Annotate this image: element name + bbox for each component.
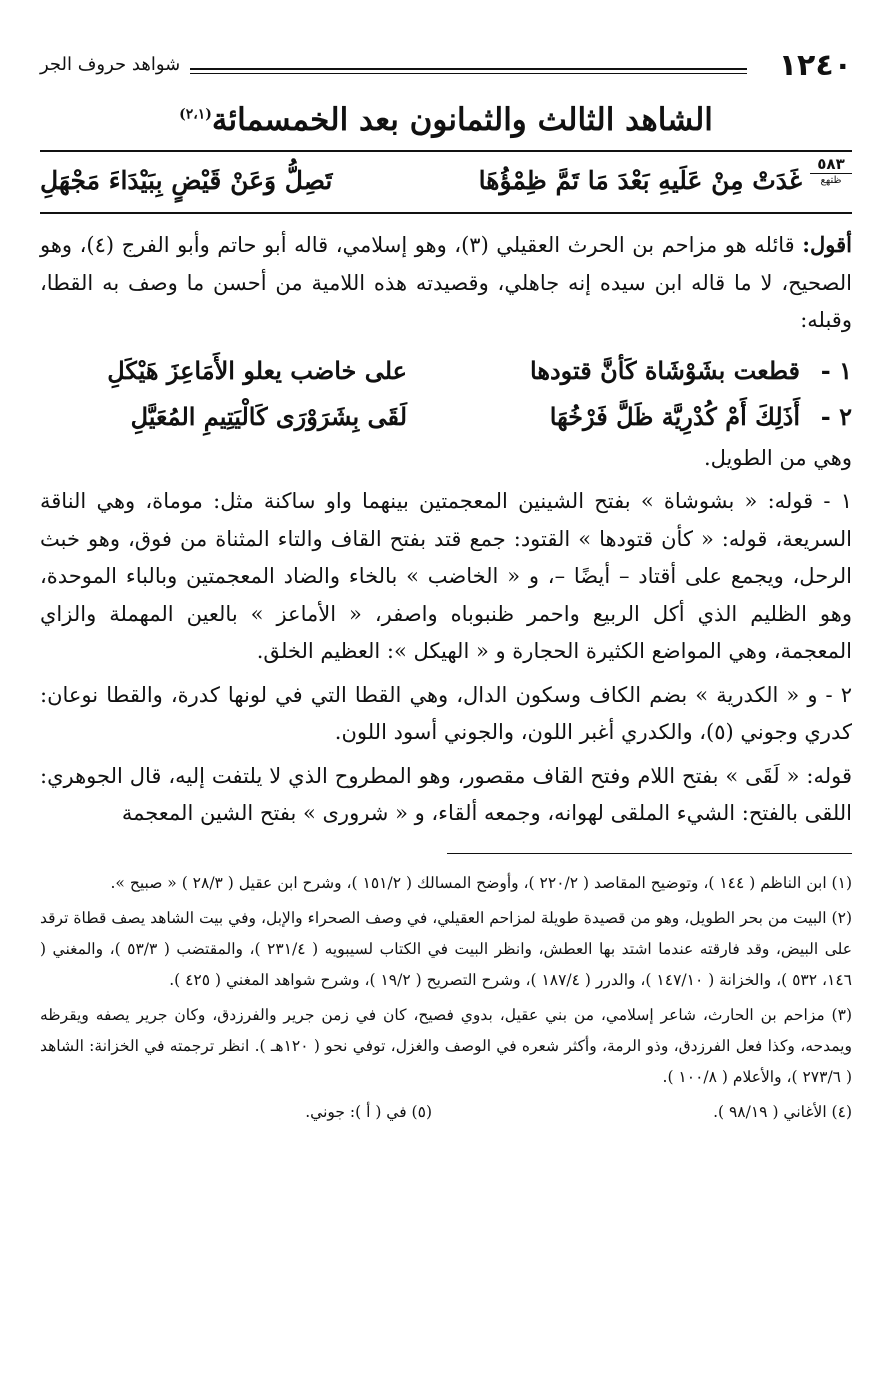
paragraph-lead: أقول: xyxy=(802,232,852,257)
first-hemistich: غَدَتْ مِنْ عَلَيهِ بَعْدَ مَا تَمَّ ظِمْؤُهَا xyxy=(478,166,802,195)
footnote-2: (٢) البيت من بحر الطويل، وهو من قصيدة طويلة لمزاحم العقيلي، في وصف الصحراء والإبل، وفي بيت الشاهد يصف قطاة ترقد على البيض، وقد فارقته عندما اشتد بها العطش، وانظر البيت في الكتاب لسيبويه ( ٢٣١/٤ )، والمقتضب ( ٥٣/٣ )، والمغني ( ١٤٦، ٥٣٢ )، والخزانة ( ١٤٧/١٠ )، والدرر ( ١٨٧/٤ )، وشرح التصريح ( ١٩/٢ )، وشرح شواهد المغني ( ٤٢٥ ). xyxy=(40,908,852,989)
second-hemistich: تَصِلُّ وَعَنْ قَيْضٍ بِبَيْدَاءَ مَجْهَلِ xyxy=(40,166,333,195)
footnote-1: (١) ابن الناظم ( ١٤٤ )، وتوضيح المقاصد ( ٢٢٠/٢ )، وأوضح المسالك ( ١٥١/٢ )، وشرح ابن عقيل ( ٢٨/٣ ) « صبيح ». xyxy=(110,873,852,892)
page xyxy=(40,48,852,1128)
page-number: ١٢٤٠ xyxy=(778,48,852,83)
poem-second-half: على خاضب يعلو الأَمَاعِزَ هَيْكَلِ xyxy=(107,355,407,385)
poem-first-half: قطعت بشَوْشَاة كَأنَّ قتودها xyxy=(530,355,800,385)
poem-second-half: لَقَى بِشَرَوْرَى كَالْيَتِيمِ المُعَيَّلِ xyxy=(130,401,407,431)
running-header xyxy=(40,48,852,92)
chapter-title xyxy=(40,102,852,138)
paragraph-gloss-3: قوله: « لَقَى » بفتح اللام وفتح القاف مقصور، وهو المطروح الذي لا يلتفت إليه، قال الجوهري: اللقى بالفتح: الشيء الملقى لهوانه، وجمعه ألقاء، و « شرورى » بفتح الشين المعجمة xyxy=(40,763,852,825)
header-rule xyxy=(190,68,747,74)
footnote-rule xyxy=(447,853,852,854)
paragraph-gloss-1: ١ - قوله: « بشوشاة » بفتح الشينين المعجمتين بينهما واو ساكنة مثل: موماة، وهي الناقة السريعة، قوله: « كأن قتودها » القتود: جمع قتد بفتح القاف والتاء المثناة من فوق، وهو خبث الرحل، ويجمع على أقتاد – أيضًا –، و « الخاضب » بالخاء والضاد المعجمتين وبالباء الموحدة، وهو الظليم الذي أكل الربيع واحمر ظنبوباه واصفر، « الأماعز » بالعين المهملة والزاي المعجمة، وهي المواضع الكثيرة الحجارة و « الهيكل »: العظيم الخلق. xyxy=(40,489,852,663)
paragraph-gloss-2: ٢ - و « الكدرية » بضم الكاف وسكون الدال، وهي القطا التي في لونها كدرة، والقطا نوعان: كدري وجوني (٥)، والكدري أغبر اللون، والجوني أسود اللون. xyxy=(40,682,852,744)
footnote-pair xyxy=(40,1097,852,1128)
commentary xyxy=(40,226,852,833)
poem-first-half: أَذَلِكَ أَمْ كُدْرِيَّة ظَلَّ فَرْخُهَا xyxy=(549,401,800,431)
paragraph-intro-text: قائله هو مزاحم بن الحرث العقيلي (٣)، وهو إسلامي، قاله أبو حاتم وأبو الفرج (٤)، وهو الصحيح، لا ما قاله ابن سيده إنه جاهلي، وقصيدته هذه اللامية من أحسن ما وصف به القطا، وقبله: xyxy=(40,233,852,332)
verse-number-value: ٥٨٣ xyxy=(810,156,852,174)
meter-note: وهي من الطويل. xyxy=(703,445,852,470)
footnote-3: (٣) مزاحم بن الحارث، شاعر إسلامي، من بني عقيل، بدوي فصيح، كان في زمن جرير والفرزدق، وكان جرير يصفه ويقرظه ويمدحه، وكذا فعل الفرزدق، وذو الرمة، وأكثر شعره في الوصف والغزل، توفي نحو ( ١٢٠هـ ). انظر ترجمته في الخزانة: الشاهد ( ٢٧٣/٦ )، والأعلام ( ١٠٠/٨ ). xyxy=(40,1005,852,1086)
footnote-5: (٥) في ( أ ): جوني. xyxy=(305,1102,432,1121)
poem-line-number: ١ - xyxy=(820,355,852,385)
poem-line-number: ٢ - xyxy=(820,401,852,431)
paragraph-intro xyxy=(40,226,852,340)
chapter-title-note: (٢،١) xyxy=(179,106,212,123)
poem-line xyxy=(40,392,852,438)
poem-line xyxy=(40,346,852,392)
witness-verse xyxy=(40,150,852,214)
footnotes xyxy=(40,868,852,1128)
book-title: شواهد حروف الجر xyxy=(40,54,181,75)
chapter-title-text: الشاهد الثالث والثمانون بعد الخمسمائة xyxy=(211,102,713,138)
poem xyxy=(40,346,852,438)
footnote-4: (٤) الأغاني ( ٩٨/١٩ ). xyxy=(713,1102,852,1121)
verse-number xyxy=(810,156,852,187)
verse-tag: ظتهع xyxy=(820,175,842,186)
